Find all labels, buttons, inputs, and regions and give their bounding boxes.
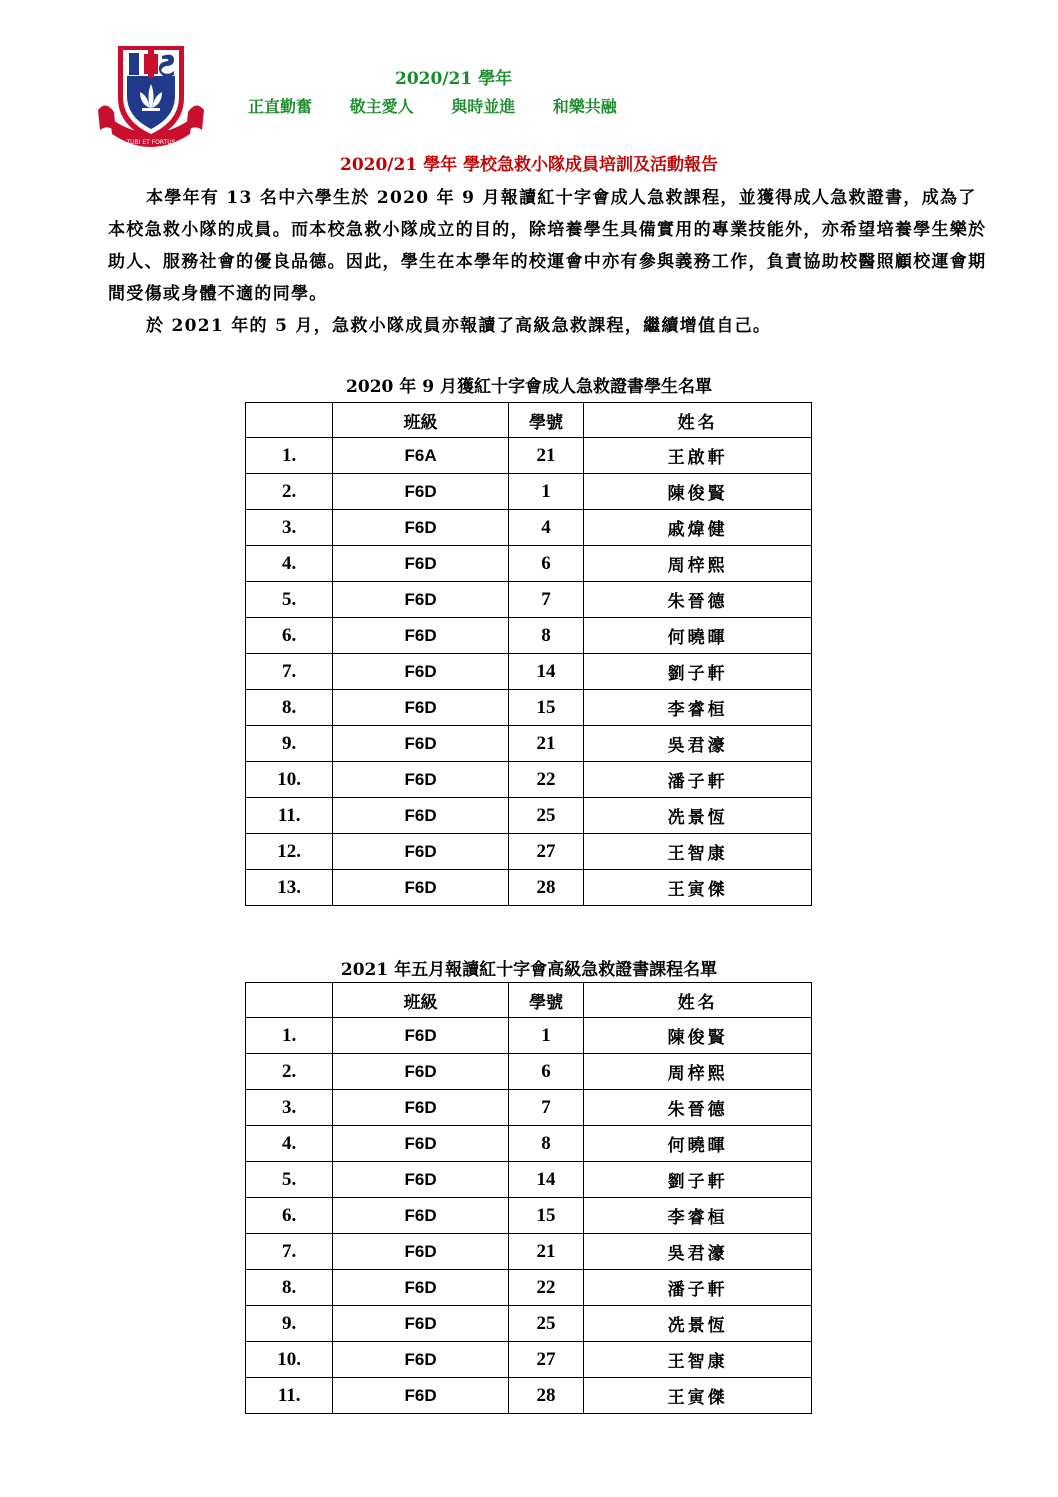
motto-item: 與時並進 bbox=[451, 97, 516, 116]
class-cell: F6D bbox=[333, 870, 508, 906]
class-cell: F6D bbox=[333, 1234, 508, 1270]
student-name-cell: 劉子軒 bbox=[584, 1162, 812, 1198]
student-name-cell: 劉子軒 bbox=[584, 654, 812, 690]
school-motto bbox=[248, 94, 639, 117]
first-aid-certificate-table bbox=[245, 402, 812, 906]
class-cell: F6D bbox=[333, 1342, 508, 1378]
student-number-cell: 1 bbox=[508, 474, 583, 510]
table-row bbox=[246, 654, 812, 690]
table-header-row bbox=[246, 983, 812, 1018]
row-index: 10. bbox=[246, 762, 333, 798]
class-cell: F6D bbox=[333, 1198, 508, 1234]
row-index: 9. bbox=[246, 726, 333, 762]
svg-text:TUBI ET FORTUS: TUBI ET FORTUS bbox=[126, 139, 176, 146]
student-name-cell: 陳俊賢 bbox=[584, 1018, 812, 1054]
report-title: 2020/21 學年 學校急救小隊成員培訓及活動報告 bbox=[339, 155, 719, 175]
row-index: 10. bbox=[246, 1342, 333, 1378]
column-header: 班級 bbox=[333, 403, 508, 438]
student-number-cell: 15 bbox=[508, 690, 583, 726]
table-row bbox=[246, 618, 812, 654]
student-name-cell: 何曉暉 bbox=[584, 618, 812, 654]
class-cell: F6D bbox=[333, 1306, 508, 1342]
class-cell: F6A bbox=[333, 438, 508, 474]
paragraph: 本學年有 13 名中六學生於 2020 年 9 月報讀紅十字會成人急救課程，並獲得成人急救證書，成為了本校急救小隊的成員。而本校急救小隊成立的目的，除培養學生具備實用的專業技能外，亦希望培養學生樂於助人、服務社會的優良品德。因此，學生在本學年的校運會中亦有參與義務工作，負責協助校醫照顧校運會期間受傷或身體不適的同學。 bbox=[108, 188, 987, 304]
row-index: 1. bbox=[246, 438, 333, 474]
row-index: 6. bbox=[246, 1198, 333, 1234]
class-cell: F6D bbox=[333, 582, 508, 618]
row-index: 9. bbox=[246, 1306, 333, 1342]
student-name-cell: 朱晉德 bbox=[584, 582, 812, 618]
student-number-cell: 21 bbox=[508, 1234, 583, 1270]
table-row bbox=[246, 870, 812, 906]
class-cell: F6D bbox=[333, 474, 508, 510]
table-row bbox=[246, 1306, 812, 1342]
table-title-advanced-first-aid: 2021 年五月報讀紅十字會高級急救證書課程名單 bbox=[340, 960, 718, 980]
student-number-cell: 27 bbox=[508, 1342, 583, 1378]
student-name-cell: 王寅傑 bbox=[584, 870, 812, 906]
student-name-cell: 王智康 bbox=[584, 1342, 812, 1378]
class-cell: F6D bbox=[333, 1018, 508, 1054]
student-number-cell: 22 bbox=[508, 762, 583, 798]
student-number-cell: 28 bbox=[508, 1378, 583, 1414]
table-row bbox=[246, 1234, 812, 1270]
student-name-cell: 王啟軒 bbox=[584, 438, 812, 474]
student-number-cell: 25 bbox=[508, 798, 583, 834]
table-row bbox=[246, 1270, 812, 1306]
student-name-cell: 吳君濠 bbox=[584, 726, 812, 762]
student-number-cell: 25 bbox=[508, 1306, 583, 1342]
table-row bbox=[246, 762, 812, 798]
student-name-cell: 王智康 bbox=[584, 834, 812, 870]
class-cell: F6D bbox=[333, 618, 508, 654]
student-name-cell: 李睿桓 bbox=[584, 1198, 812, 1234]
table-row bbox=[246, 1090, 812, 1126]
table-title-first-aid: 2020 年 9 月獲紅十字會成人急救證書學生名單 bbox=[346, 377, 712, 397]
student-name-cell: 潘子軒 bbox=[584, 762, 812, 798]
student-number-cell: 22 bbox=[508, 1270, 583, 1306]
column-header: 班級 bbox=[333, 983, 508, 1018]
row-index: 5. bbox=[246, 1162, 333, 1198]
motto-item: 和樂共融 bbox=[552, 97, 617, 116]
table-row bbox=[246, 726, 812, 762]
student-number-cell: 1 bbox=[508, 1018, 583, 1054]
row-index: 4. bbox=[246, 1126, 333, 1162]
class-cell: F6D bbox=[333, 1126, 508, 1162]
student-name-cell: 陳俊賢 bbox=[584, 474, 812, 510]
student-number-cell: 27 bbox=[508, 834, 583, 870]
student-name-cell: 朱晉德 bbox=[584, 1090, 812, 1126]
table-row bbox=[246, 690, 812, 726]
student-number-cell: 15 bbox=[508, 1198, 583, 1234]
table-row bbox=[246, 798, 812, 834]
class-cell: F6D bbox=[333, 1378, 508, 1414]
column-header: 學號 bbox=[508, 983, 583, 1018]
row-index: 12. bbox=[246, 834, 333, 870]
table-row bbox=[246, 582, 812, 618]
student-number-cell: 14 bbox=[508, 1162, 583, 1198]
table-header-row bbox=[246, 403, 812, 438]
row-index: 2. bbox=[246, 474, 333, 510]
student-name-cell: 戚煒健 bbox=[584, 510, 812, 546]
student-number-cell: 7 bbox=[508, 1090, 583, 1126]
school-year-heading: 2020/21 學年 bbox=[395, 69, 513, 89]
class-cell: F6D bbox=[333, 1270, 508, 1306]
row-index: 8. bbox=[246, 1270, 333, 1306]
table-row bbox=[246, 1378, 812, 1414]
student-name-cell: 王寅傑 bbox=[584, 1378, 812, 1414]
student-number-cell: 21 bbox=[508, 438, 583, 474]
class-cell: F6D bbox=[333, 510, 508, 546]
student-name-cell: 冼景恆 bbox=[584, 1306, 812, 1342]
student-number-cell: 8 bbox=[508, 618, 583, 654]
class-cell: F6D bbox=[333, 654, 508, 690]
row-index: 3. bbox=[246, 510, 333, 546]
row-index: 13. bbox=[246, 870, 333, 906]
student-name-cell: 何曉暉 bbox=[584, 1126, 812, 1162]
motto-item: 正直勤奮 bbox=[248, 97, 313, 116]
row-index: 3. bbox=[246, 1090, 333, 1126]
table-row bbox=[246, 1054, 812, 1090]
student-number-cell: 8 bbox=[508, 1126, 583, 1162]
table-row bbox=[246, 438, 812, 474]
table-row bbox=[246, 834, 812, 870]
advanced-first-aid-table bbox=[245, 982, 812, 1414]
row-index: 2. bbox=[246, 1054, 333, 1090]
column-header bbox=[246, 983, 333, 1018]
student-number-cell: 14 bbox=[508, 654, 583, 690]
student-number-cell: 6 bbox=[508, 1054, 583, 1090]
table-row bbox=[246, 474, 812, 510]
student-number-cell: 7 bbox=[508, 582, 583, 618]
class-cell: F6D bbox=[333, 798, 508, 834]
class-cell: F6D bbox=[333, 762, 508, 798]
row-index: 6. bbox=[246, 618, 333, 654]
school-crest-logo bbox=[96, 40, 206, 150]
report-body bbox=[108, 182, 988, 342]
class-cell: F6D bbox=[333, 1054, 508, 1090]
paragraph: 於 2021 年的 5 月，急救小隊成員亦報讀了高級急救課程，繼續增值自己。 bbox=[146, 316, 772, 336]
student-name-cell: 吳君濠 bbox=[584, 1234, 812, 1270]
column-header: 姓名 bbox=[584, 983, 812, 1018]
row-index: 11. bbox=[246, 798, 333, 834]
student-number-cell: 28 bbox=[508, 870, 583, 906]
table-row bbox=[246, 510, 812, 546]
table-row bbox=[246, 1018, 812, 1054]
class-cell: F6D bbox=[333, 1162, 508, 1198]
student-number-cell: 4 bbox=[508, 510, 583, 546]
class-cell: F6D bbox=[333, 690, 508, 726]
row-index: 7. bbox=[246, 654, 333, 690]
row-index: 1. bbox=[246, 1018, 333, 1054]
table-row bbox=[246, 1162, 812, 1198]
student-number-cell: 21 bbox=[508, 726, 583, 762]
motto-item: 敬主愛人 bbox=[349, 97, 414, 116]
table-row bbox=[246, 1198, 812, 1234]
student-name-cell: 周梓熙 bbox=[584, 1054, 812, 1090]
column-header bbox=[246, 403, 333, 438]
student-name-cell: 冼景恆 bbox=[584, 798, 812, 834]
column-header: 姓名 bbox=[584, 403, 812, 438]
table-row bbox=[246, 1342, 812, 1378]
row-index: 8. bbox=[246, 690, 333, 726]
row-index: 7. bbox=[246, 1234, 333, 1270]
row-index: 5. bbox=[246, 582, 333, 618]
class-cell: F6D bbox=[333, 726, 508, 762]
column-header: 學號 bbox=[508, 403, 583, 438]
student-name-cell: 潘子軒 bbox=[584, 1270, 812, 1306]
class-cell: F6D bbox=[333, 834, 508, 870]
student-number-cell: 6 bbox=[508, 546, 583, 582]
student-name-cell: 周梓熙 bbox=[584, 546, 812, 582]
class-cell: F6D bbox=[333, 1090, 508, 1126]
table-row bbox=[246, 1126, 812, 1162]
row-index: 4. bbox=[246, 546, 333, 582]
student-name-cell: 李睿桓 bbox=[584, 690, 812, 726]
row-index: 11. bbox=[246, 1378, 333, 1414]
table-row bbox=[246, 546, 812, 582]
class-cell: F6D bbox=[333, 546, 508, 582]
